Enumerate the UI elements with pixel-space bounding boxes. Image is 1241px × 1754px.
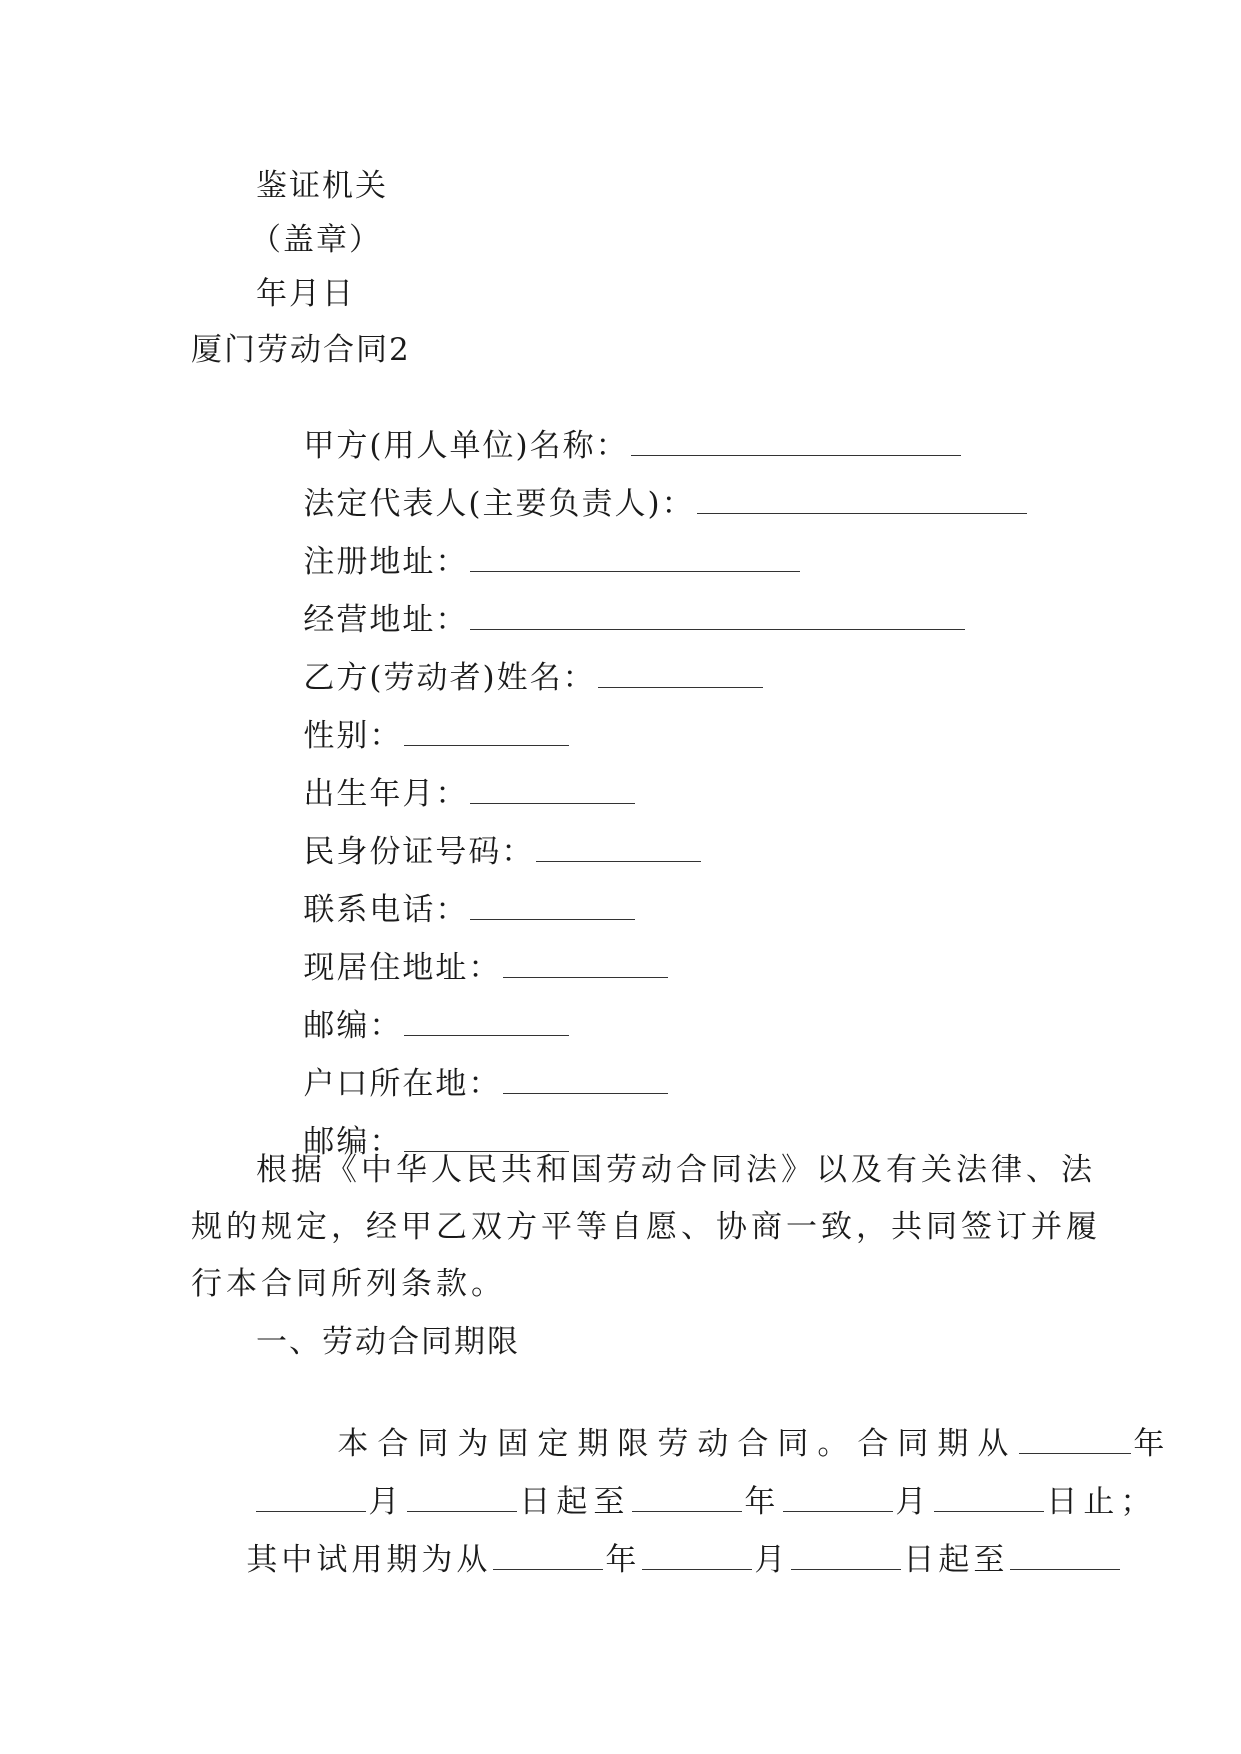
day-from-label: 日起至: [903, 1542, 1009, 1578]
fill-blank[interactable]: [493, 1543, 603, 1570]
field-label: 乙方(劳动者)姓名：: [303, 660, 596, 696]
fill-blank[interactable]: [598, 661, 763, 688]
preamble-line-3: 行本合同所列条款。: [191, 1266, 506, 1302]
day-from-label: 日起至: [519, 1484, 631, 1520]
field-label: 户口所在地：: [303, 1066, 502, 1102]
field-label: 邮编：: [303, 1008, 403, 1044]
year-label: 年: [1133, 1426, 1174, 1462]
day-end-label: 日止；: [1046, 1484, 1158, 1520]
year-label: 年: [605, 1542, 641, 1578]
preamble-line-2: 规的规定，经甲乙双方平等自愿、协商一致，共同签订并履: [191, 1209, 1101, 1245]
authority-label: 鉴证机关: [256, 168, 388, 204]
field-label: 法定代表人(主要负责人)：: [303, 486, 695, 522]
field-label: 注册地址：: [303, 544, 469, 580]
probation-text: 其中试用期为从: [246, 1542, 492, 1578]
preamble-line-1: 根据《中华人民共和国劳动合同法》以及有关法律、法: [256, 1152, 1096, 1188]
month-label: 月: [895, 1484, 933, 1520]
field-label: 出生年月：: [303, 776, 469, 812]
date-label: 年月日: [256, 276, 355, 312]
fill-blank[interactable]: [404, 1125, 569, 1152]
term-row-3: [191, 1500, 1122, 1620]
section-1-heading: 一、劳动合同期限: [256, 1324, 520, 1360]
fill-blank[interactable]: [642, 1543, 752, 1570]
seal-label: （盖章）: [250, 222, 382, 258]
fill-blank[interactable]: [791, 1543, 901, 1570]
fill-blank[interactable]: [1010, 1543, 1120, 1570]
field-label: 甲方(用人单位)名称：: [303, 428, 629, 464]
document-title: 厦门劳动合同2: [191, 332, 411, 368]
field-label: 经营地址：: [303, 602, 469, 638]
term-text: 本合同为固定期限劳动合同。合同期从: [337, 1426, 1018, 1462]
field-label: 邮编：: [303, 1124, 403, 1160]
year-label: 年: [744, 1484, 782, 1520]
month-label: 月: [754, 1542, 790, 1578]
field-label: 现居住地址：: [303, 950, 502, 986]
field-label: 性别：: [303, 718, 403, 754]
field-label: 民身份证号码：: [303, 834, 535, 870]
field-label: 联系电话：: [303, 892, 469, 928]
month-label: 月: [368, 1484, 406, 1520]
